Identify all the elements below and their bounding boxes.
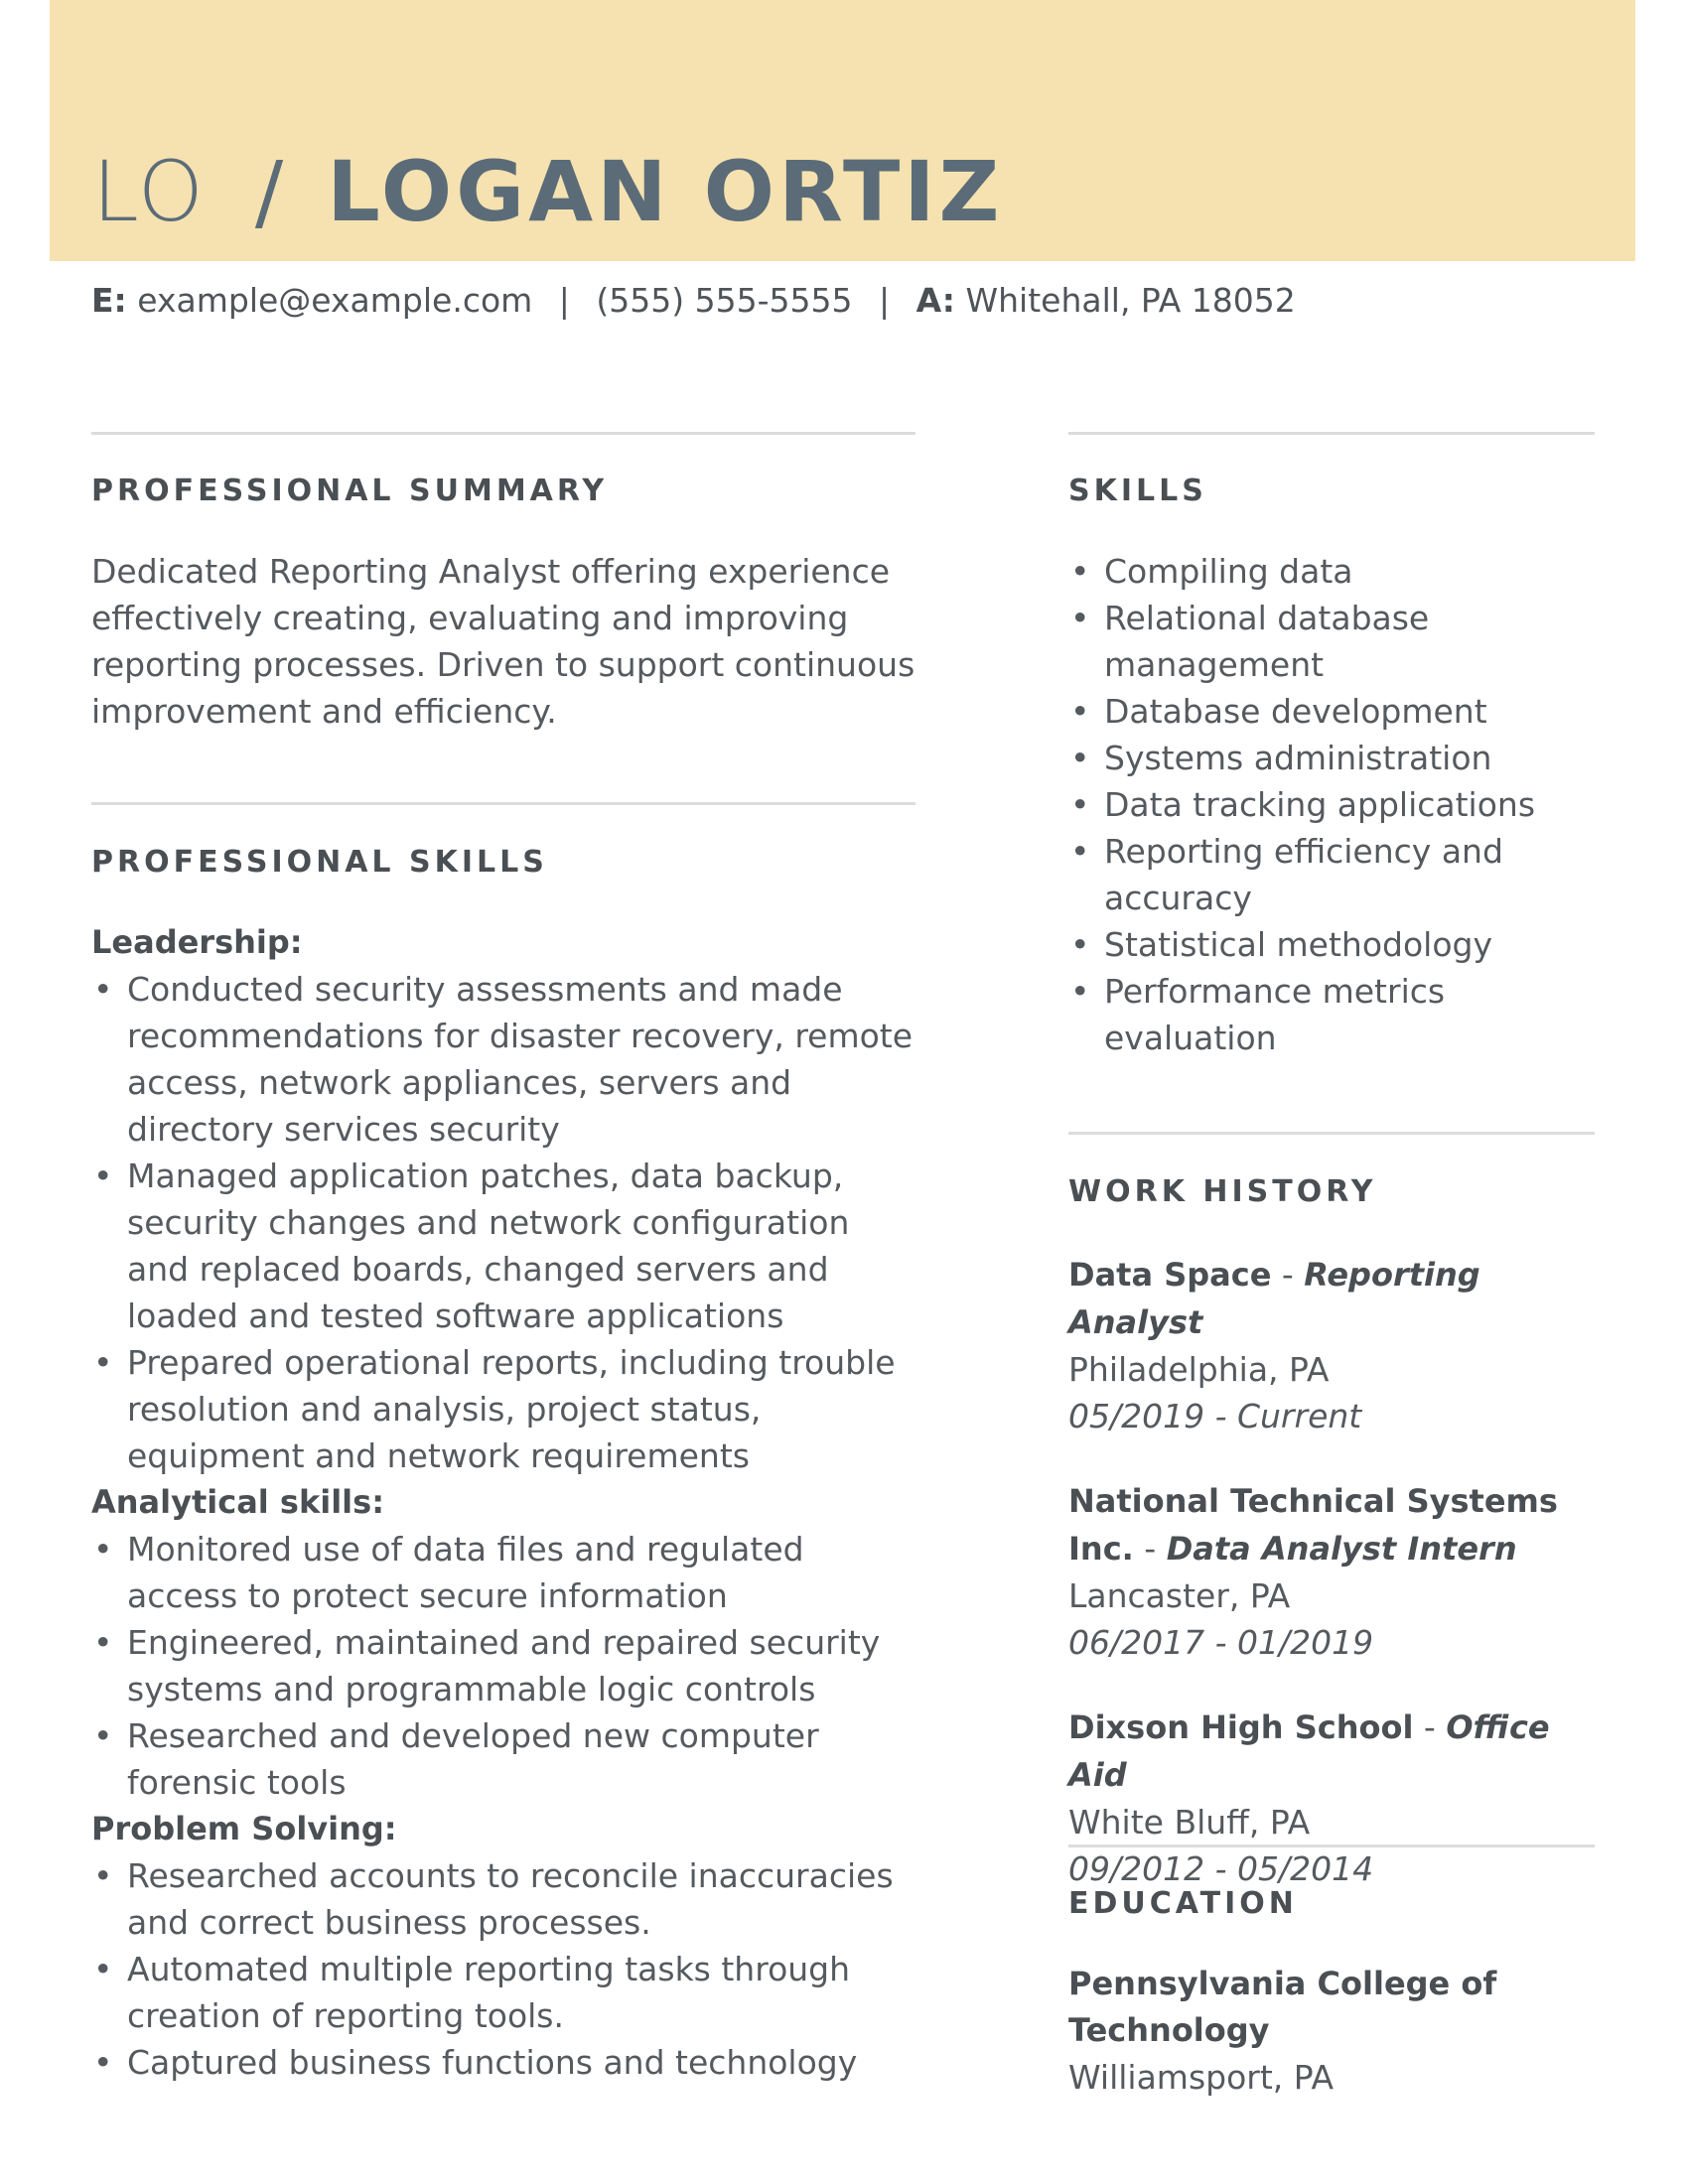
education-location: Williamsport, PA (1068, 2058, 1335, 2097)
list-item: • Engineered, maintained and repaired security systems and programmable logic controls (91, 1619, 915, 1712)
education-title: EDUCATION (1068, 1886, 1298, 1921)
job-title-line (1068, 1251, 1595, 1346)
job-dash: - (1133, 1529, 1167, 1568)
work-list (1068, 1251, 1595, 1930)
job-entry (1068, 1704, 1595, 1892)
job-company: Dixson High School (1068, 1708, 1414, 1746)
job-location: White Bluff, PA (1068, 1803, 1311, 1842)
name-heading (92, 143, 1004, 240)
contact-line (91, 281, 1296, 320)
pro-skills-body (91, 919, 915, 2086)
job-dash: - (1413, 1707, 1447, 1746)
skill-item: • Performance metrics evaluation (1068, 968, 1595, 1061)
skills-title: SKILLS (1068, 474, 1207, 508)
list-item: • Monitored use of data files and regulated access to protect secure information (91, 1526, 915, 1619)
name-separator: / (254, 143, 284, 240)
job-title-line (1068, 1704, 1595, 1799)
job-role: Reporting Analyst (1068, 1256, 1480, 1341)
summary-text: Dedicated Reporting Analyst offering experience effectively creating, evaluating and improving reporting processes. Driven to support continuous improvement and efficiency. (91, 552, 915, 731)
skill-item: • Data tracking applications (1068, 781, 1595, 828)
list-item: • Automated multiple reporting tasks through creation of reporting tools. (91, 1946, 915, 2039)
skill-group-title: Leadership: (91, 923, 303, 961)
job-location: Philadelphia, PA (1068, 1350, 1330, 1389)
skill-group-title: Problem Solving: (91, 1810, 397, 1847)
section-divider (1068, 432, 1595, 435)
education-school: Pennsylvania College of Technology (1068, 1965, 1497, 2049)
address-label: A: (915, 281, 956, 320)
list-item: • Captured business functions and technology (91, 2039, 915, 2086)
job-dash: - (1271, 1255, 1305, 1294)
skill-group-title: Analytical skills: (91, 1483, 384, 1521)
list-item: • Researched accounts to reconcile inaccuracies and correct business processes. (91, 1852, 915, 1946)
section-divider (1068, 1132, 1595, 1135)
skill-item: • Reporting efficiency and accuracy (1068, 828, 1595, 921)
section-divider (1068, 1844, 1595, 1847)
work-title: WORK HISTORY (1068, 1174, 1377, 1209)
job-company: Data Space (1068, 1256, 1272, 1294)
summary-title: PROFESSIONAL SUMMARY (91, 474, 609, 508)
list-item: • Managed application patches, data backup, security changes and network configuration and replaced boards, changed servers and loaded and tested software applications (91, 1153, 915, 1339)
job-role: Office Aid (1068, 1708, 1550, 1794)
job-company: National Technical Systems Inc. (1068, 1482, 1558, 1568)
initials: LO (92, 143, 206, 240)
phone-value: (555) 555-5555 (596, 281, 853, 320)
job-entry (1068, 1477, 1595, 1666)
education-entry (1068, 1961, 1595, 2101)
skill-item: • Database development (1068, 688, 1595, 735)
contact-separator: | (558, 281, 570, 320)
job-role: Data Analyst Intern (1166, 1530, 1517, 1568)
skills-list (1068, 548, 1595, 1061)
list-item: • Researched and developed new computer forensic tools (91, 1712, 915, 1806)
job-dates: 06/2017 - 01/2019 (1068, 1623, 1374, 1662)
job-entry (1068, 1251, 1595, 1439)
job-dates: 09/2012 - 05/2014 (1068, 1849, 1374, 1888)
email-value: example@example.com (137, 281, 533, 320)
full-name: LOGAN ORTIZ (327, 143, 1004, 240)
contact-separator: | (879, 281, 891, 320)
skill-item: • Systems administration (1068, 735, 1595, 781)
job-title-line (1068, 1477, 1595, 1572)
skill-item: • Compiling data (1068, 548, 1595, 595)
job-dates: 05/2019 - Current (1068, 1397, 1362, 1435)
pro-skills-title: PROFESSIONAL SKILLS (91, 845, 548, 880)
section-divider (91, 432, 915, 435)
skill-item: • Relational database management (1068, 595, 1595, 688)
skill-item: • Statistical methodology (1068, 921, 1595, 968)
email-label: E: (91, 281, 127, 320)
job-location: Lancaster, PA (1068, 1576, 1291, 1615)
list-item: • Conducted security assessments and made recommendations for disaster recovery, remote access, network appliances, servers and directory services security (91, 966, 915, 1153)
address-value: Whitehall, PA 18052 (965, 281, 1296, 320)
list-item: • Prepared operational reports, including trouble resolution and analysis, project status, equipment and network requirements (91, 1339, 915, 1479)
section-divider (91, 802, 915, 805)
